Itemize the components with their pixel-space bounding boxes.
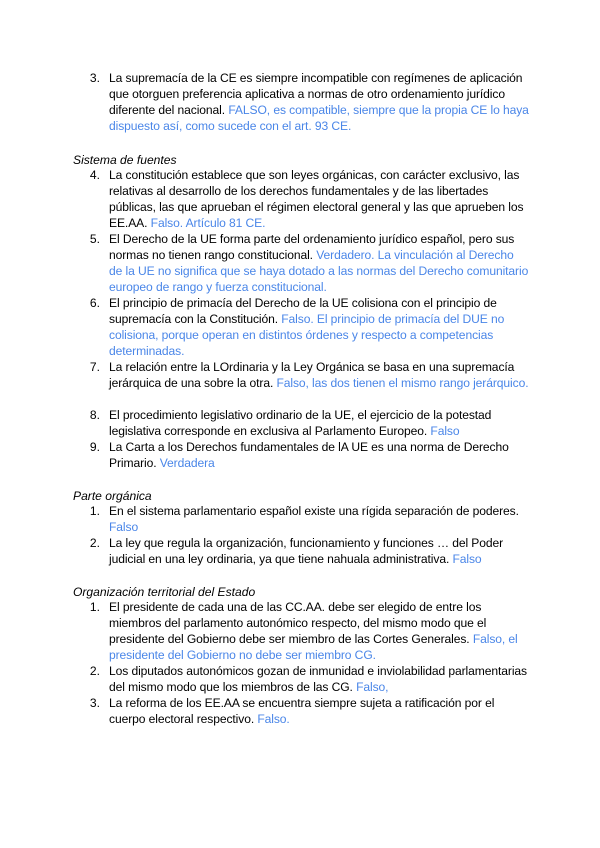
item-number: 3. <box>89 696 100 710</box>
item-text <box>109 663 529 695</box>
item-number: 9. <box>89 440 100 454</box>
item-number: 4. <box>89 168 100 182</box>
answer-text: Falso. <box>257 712 290 726</box>
answer-text: Falso, las dos tienen el mismo rango jerárquico. <box>276 376 529 390</box>
answer-text: FALSO, es compatible, siempre que la propia CE lo haya dispuesto así, como sucede con el art. 93 CE. <box>109 103 529 133</box>
item-text <box>109 70 529 134</box>
question-text: El presidente de cada una de las CC.AA. debe ser elegido de entre los miembros del parlamento autonómico respecto, del mismo modo que el presidente del Gobierno debe ser miembro de las Cortes Generales. <box>109 600 487 646</box>
answer-text: Verdadero. La vinculación al Derecho de la UE no significa que se haya dotado a las normas del Derecho comunitario europeo de rango y fuerza constitucional. <box>109 248 529 294</box>
answer-text: Falso, <box>356 680 389 694</box>
item-text <box>109 407 529 439</box>
item-text <box>109 503 529 535</box>
answer-text: Falso, el presidente del Gobierno no debe ser miembro CG. <box>109 632 518 662</box>
item-text <box>109 439 529 471</box>
item-number: 5. <box>89 232 100 246</box>
item-number: 8. <box>89 408 100 422</box>
section-heading-sistema-de-fuentes: Sistema de fuentes <box>73 153 177 167</box>
question-text: La ley que regula la organización, funcionamiento y funciones … del Poder judicial en una ley ordinaria, ya que tiene nahuala administrativa. <box>109 536 504 566</box>
answer-text: Falso. El principio de primacía del DUE no colisiona, porque operan en distintos órdenes y respecto a competencias determinadas. <box>109 312 505 358</box>
question-text: En el sistema parlamentario español existe una rígida separación de poderes. <box>109 504 519 518</box>
item-number: 7. <box>89 360 100 374</box>
question-text: La reforma de los EE.AA se encuentra siempre sujeta a ratificación por el cuerpo electoral respectivo. <box>109 696 495 726</box>
question-text: La Carta a los Derechos fundamentales de lA UE es una norma de Derecho Primario. <box>109 440 509 470</box>
section-heading-parte-organica: Parte orgánica <box>73 489 152 503</box>
question-text: El Derecho de la UE forma parte del ordenamiento jurídico español, pero sus normas no tienen rango constitucional. <box>109 232 515 262</box>
answer-text: Falso <box>430 424 460 438</box>
question-text: La supremacía de la CE es siempre incompatible con regímenes de aplicación que otorguen preferencia aplicativa a normas de otro ordenamiento jurídico diferente del nacional. <box>109 71 523 117</box>
item-text <box>109 599 529 663</box>
item-text <box>109 535 529 567</box>
question-text: El procedimiento legislativo ordinario de la UE, el ejercicio de la potestad legislativa corresponde en exclusiva al Parlamento Europeo. <box>109 408 492 438</box>
item-text <box>109 695 529 727</box>
question-text: El principio de primacía del Derecho de la UE colisiona con el principio de supremacía con la Constitución. <box>109 296 497 326</box>
question-text: Los diputados autonómicos gozan de inmunidad e inviolabilidad parlamentarias del mismo modo que los miembros de las CG. <box>109 664 527 694</box>
item-text <box>109 359 529 391</box>
question-text: La relación entre la LOrdinaria y la Ley Orgánica se basa en una supremacía jerárquica de una sobre la otra. <box>109 360 515 390</box>
answer-text: Falso <box>452 552 482 566</box>
question-text: La constitución establece que son leyes orgánicas, con carácter exclusivo, las relativas al desarrollo de los derechos fundamentales y de las libertades públicas, las que aprueban el régimen electoral general y las que aprueben los EE.AA. <box>109 168 524 230</box>
item-number: 1. <box>89 600 100 614</box>
item-text <box>109 167 529 231</box>
item-text <box>109 231 529 295</box>
item-number: 1. <box>89 504 100 518</box>
section-heading-organizacion-territorial: Organización territorial del Estado <box>73 585 256 599</box>
item-number: 2. <box>89 536 100 550</box>
item-text <box>109 295 529 359</box>
answer-text: Verdadera <box>159 456 215 470</box>
item-number: 3. <box>89 71 100 85</box>
answer-text: Falso <box>109 520 139 534</box>
item-number: 6. <box>89 296 100 310</box>
answer-text: Falso. Artículo 81 CE. <box>150 216 266 230</box>
item-number: 2. <box>89 664 100 678</box>
